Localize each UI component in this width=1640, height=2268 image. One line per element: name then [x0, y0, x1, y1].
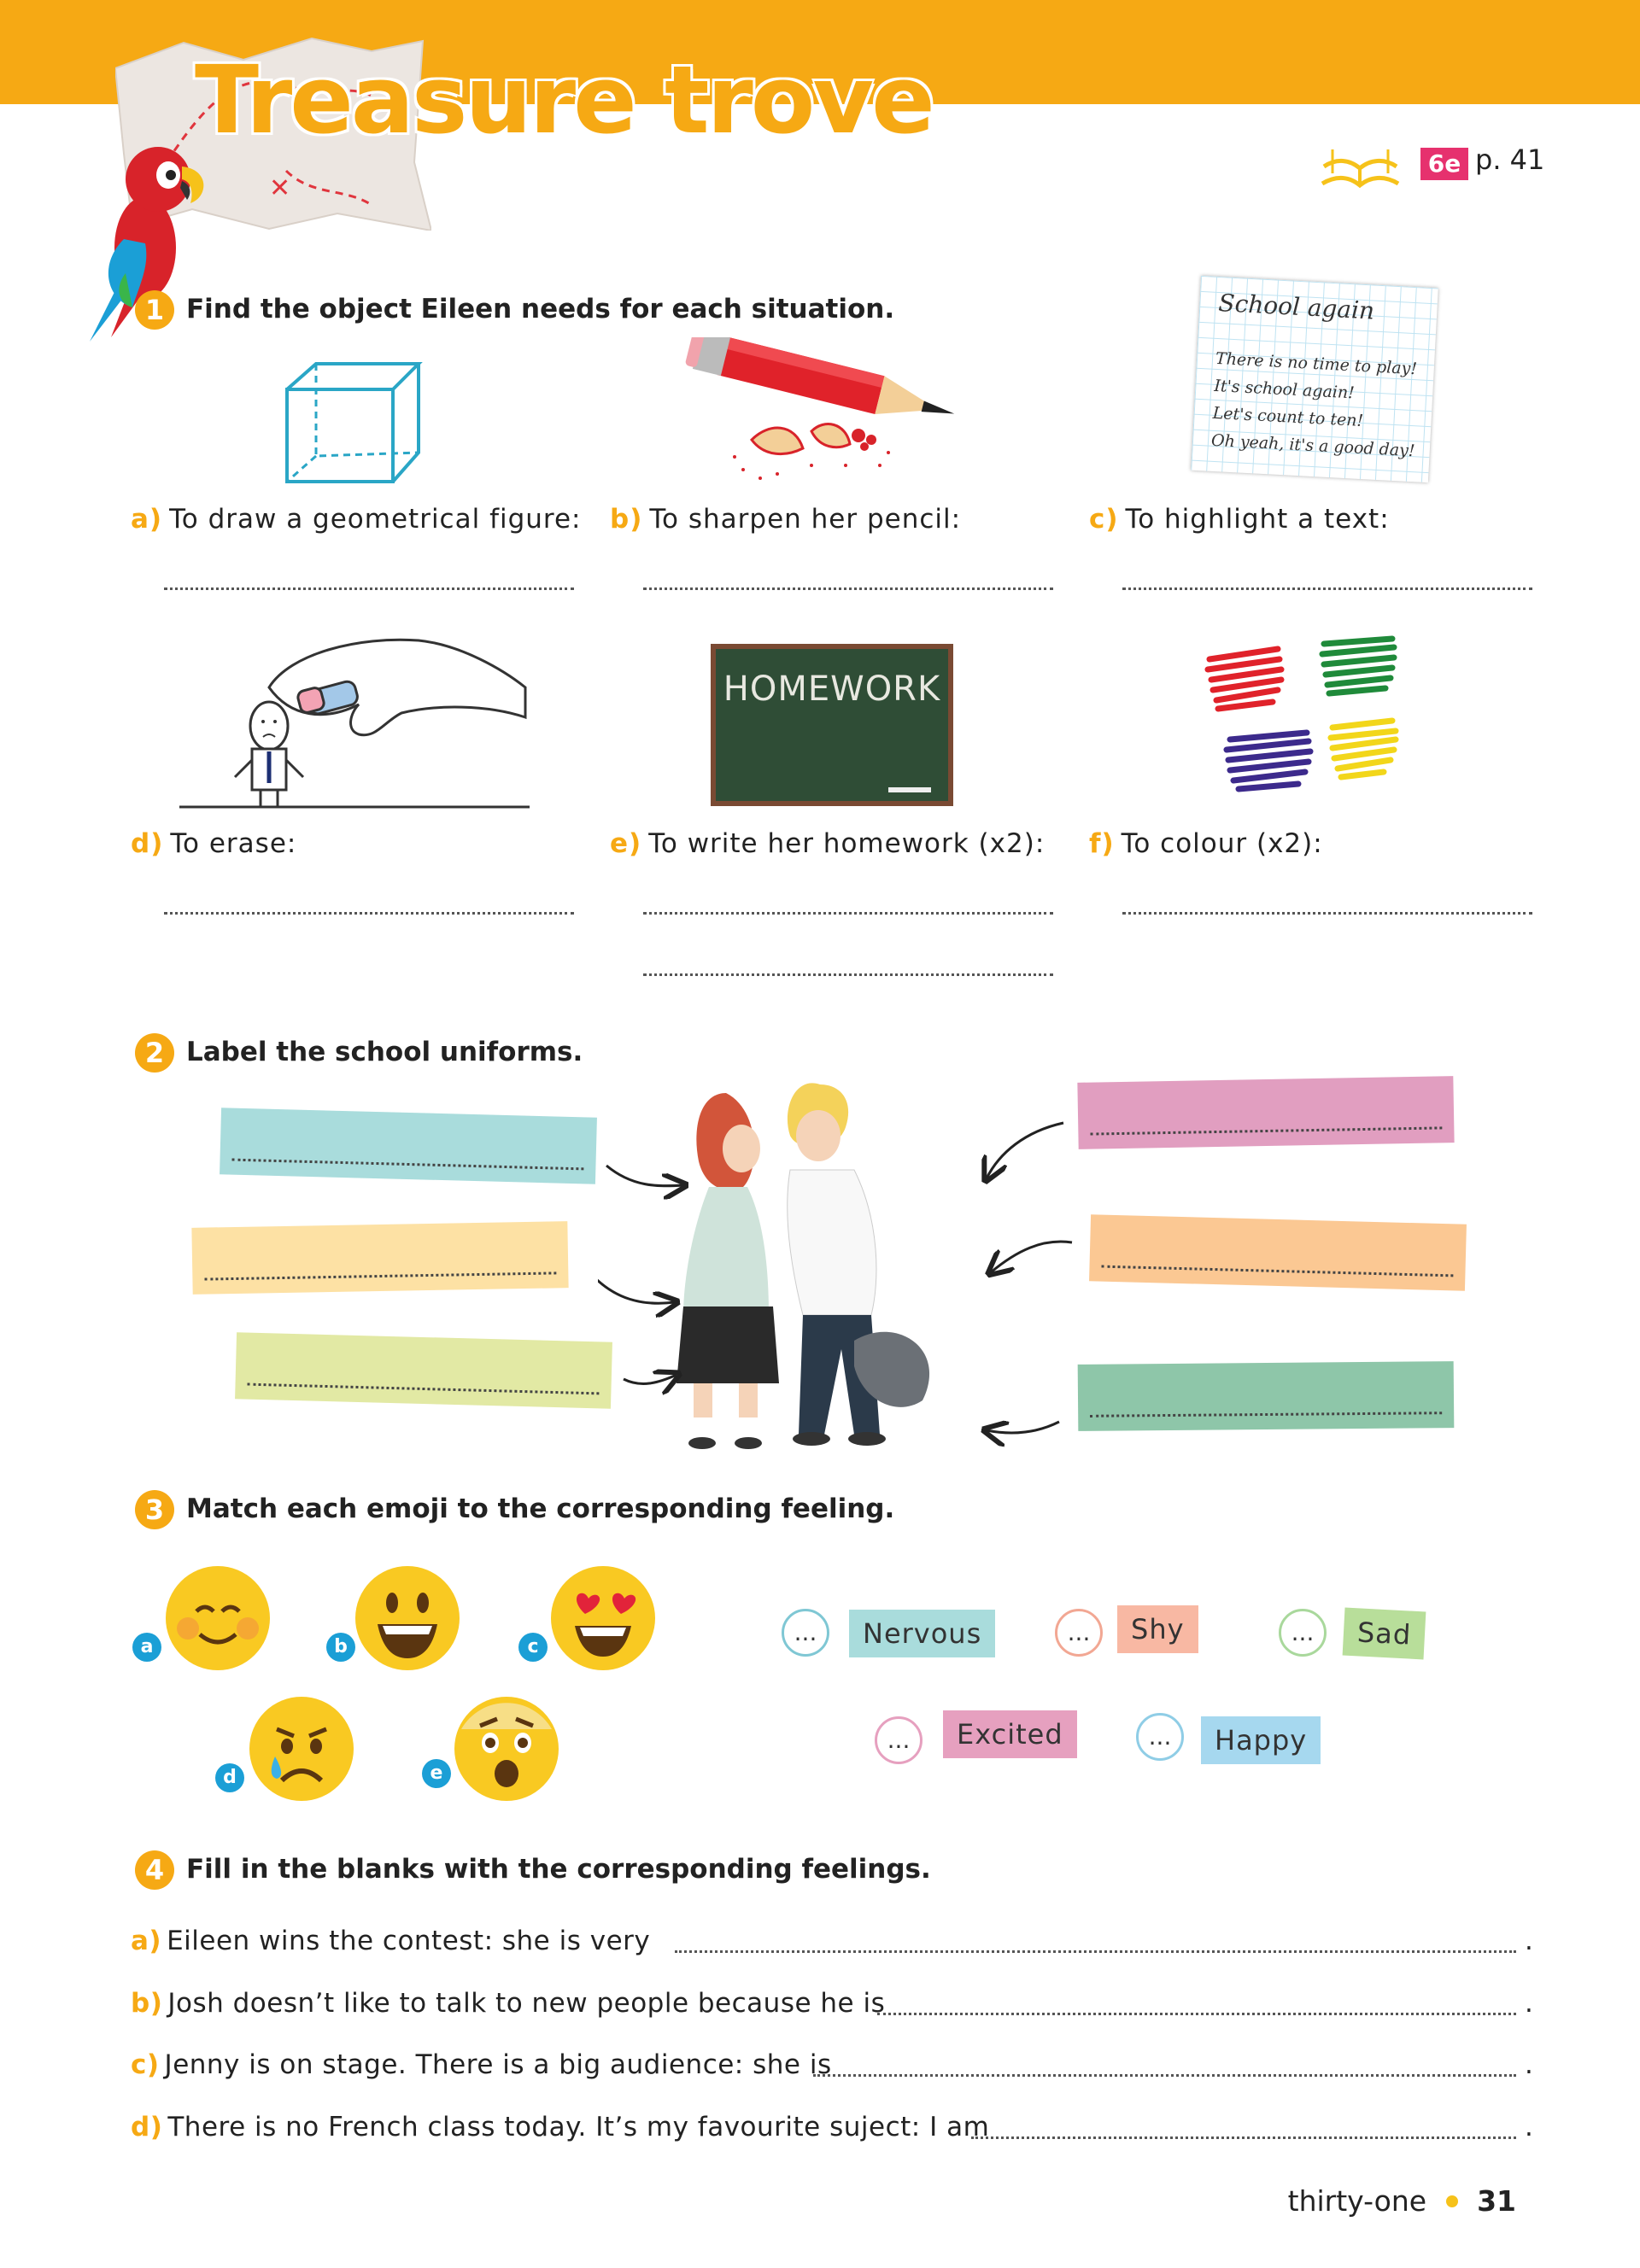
blank-line-a[interactable] [675, 1950, 1516, 1953]
notebook-page [1191, 276, 1438, 482]
pencil-sharpener-icon [683, 337, 982, 491]
blank-line-d[interactable] [971, 2136, 1516, 2139]
level-badge: 6e [1420, 148, 1468, 180]
exercise-instruction: Match each emoji to the corresponding feeling. [186, 1493, 895, 1524]
label-note-2[interactable] [191, 1221, 568, 1295]
notebook-line: Oh yeah, it's a good day! [1210, 430, 1415, 461]
page-reference: p. 41 [1475, 143, 1545, 176]
sentence-d: d) There is no French class today. It’s my favourite suject: I am [131, 2112, 990, 2142]
item-f-label: f) To colour (x2): [1089, 828, 1323, 859]
emoji-letter-a: a [132, 1633, 161, 1662]
feeling-excited: Excited [943, 1710, 1077, 1758]
label-note-5[interactable] [1089, 1214, 1467, 1290]
page-title: Treasure trove [195, 45, 933, 155]
eraser-icon [179, 636, 530, 811]
anxious-face-emoji[interactable] [453, 1695, 560, 1803]
match-circle-excited[interactable]: ... [875, 1716, 922, 1764]
notebook-lines [1210, 345, 1420, 465]
answer-line-f[interactable] [1122, 912, 1532, 915]
sentence-c: c) Jenny is on stage. There is a big audience: she is [131, 2049, 832, 2080]
chalkboard [711, 644, 953, 806]
page-number: 31 [1477, 2184, 1516, 2218]
emoji-letter-d: d [215, 1763, 244, 1792]
blushing-smile-emoji[interactable] [164, 1564, 272, 1672]
notebook-line: Let's count to ten! [1212, 403, 1364, 431]
notebook-line: There is no time to play! [1215, 348, 1418, 379]
chalk-icon [888, 787, 931, 792]
page-number-words: thirty-one [1287, 2184, 1427, 2218]
chalkboard-text: HOMEWORK [723, 669, 941, 709]
colour-scribbles-icon [1204, 632, 1409, 811]
sentence-b: b) Josh doesn’t like to talk to new people because he is [131, 1988, 886, 2019]
blank-line-c[interactable] [813, 2074, 1516, 2077]
end-mark: . [1525, 2112, 1534, 2142]
answer-line-e2[interactable] [643, 973, 1053, 976]
item-c-label: c) To highlight a text: [1089, 504, 1390, 535]
heart-eyes-emoji[interactable] [549, 1564, 657, 1672]
feeling-sad: Sad [1343, 1608, 1426, 1660]
match-circle-sad[interactable]: ... [1279, 1609, 1327, 1657]
exercise-instruction: Label the school uniforms. [186, 1037, 583, 1067]
answer-line-d[interactable] [164, 912, 574, 915]
page-footer [1288, 2184, 1516, 2218]
item-e-label: e) To write her homework (x2): [610, 828, 1046, 859]
exercise-number: 2 [135, 1033, 174, 1073]
match-circle-nervous[interactable]: ... [782, 1609, 829, 1657]
exercise-instruction: Find the object Eileen needs for each situation. [186, 294, 895, 324]
emoji-letter-e: e [422, 1759, 451, 1788]
emoji-letter-c: c [518, 1633, 548, 1662]
answer-line-c[interactable] [1122, 587, 1532, 590]
match-circle-shy[interactable]: ... [1055, 1609, 1103, 1657]
answer-line-a[interactable] [164, 587, 574, 590]
answer-line-e1[interactable] [643, 912, 1053, 915]
end-mark: . [1525, 1926, 1534, 1956]
feeling-nervous: Nervous [849, 1610, 995, 1657]
exercise-number: 4 [135, 1850, 174, 1890]
match-circle-happy[interactable]: ... [1136, 1713, 1184, 1761]
label-note-6[interactable] [1078, 1361, 1455, 1431]
blank-line-b[interactable] [877, 2013, 1516, 2015]
item-b-label: b) To sharpen her pencil: [610, 504, 962, 535]
svg-text:✕: ✕ [269, 173, 291, 203]
students-in-uniform-illustration [598, 1059, 1085, 1452]
exercise-instruction: Fill in the blanks with the corresponding feelings. [186, 1854, 931, 1885]
end-mark: . [1525, 2049, 1534, 2080]
exercise-number: 3 [135, 1490, 174, 1529]
item-d-label: d) To erase: [131, 828, 297, 859]
bullet-dot-icon [1446, 2195, 1458, 2207]
item-a-label: a) To draw a geometrical figure: [131, 504, 582, 535]
end-mark: . [1525, 1988, 1534, 2019]
emoji-letter-b: b [326, 1633, 355, 1662]
cube-icon [282, 359, 427, 487]
feeling-happy: Happy [1201, 1716, 1321, 1764]
open-book-icon [1315, 141, 1405, 192]
sentence-a: a) Eileen wins the contest: she is very [131, 1926, 651, 1956]
grinning-face-emoji[interactable] [354, 1564, 461, 1672]
label-note-4[interactable] [1077, 1076, 1454, 1149]
answer-line-b[interactable] [643, 587, 1053, 590]
notebook-heading: School again [1217, 289, 1375, 325]
crying-face-emoji[interactable] [248, 1695, 355, 1803]
label-note-3[interactable] [235, 1332, 612, 1408]
label-note-1[interactable] [220, 1108, 597, 1184]
notebook-line: It's school again! [1213, 376, 1356, 403]
feeling-shy: Shy [1117, 1605, 1198, 1653]
exercise-number: 1 [135, 290, 174, 330]
